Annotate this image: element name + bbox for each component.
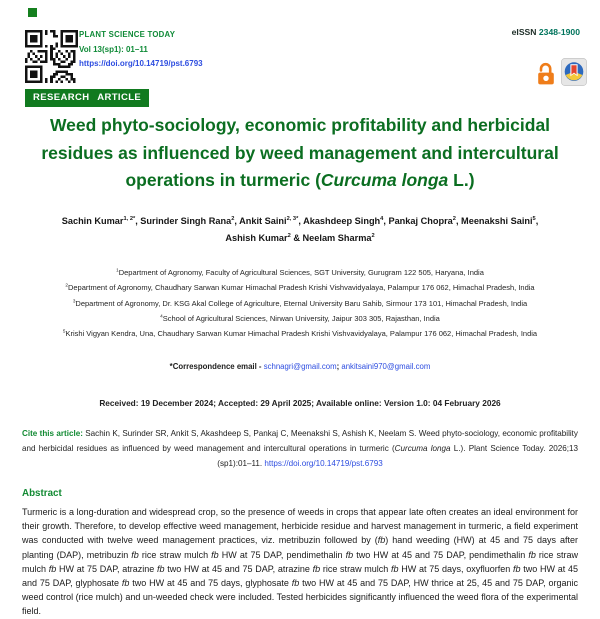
affiliation-line: $^2$Department of Agronomy, Chaudhary Sarwan Kumar Himachal Pradesh Krishi Vishvavidyalaya, Palampur 176 062, Himachal Pradesh, India (65, 282, 535, 293)
affiliation-line: $^3$Department of Agronomy, Dr. KSG Akal College of Agriculture, Eternal University Baru Sahib, Sirmour 173 101, Himachal Pradesh, India (72, 298, 528, 308)
correspondence-separator: ; (336, 362, 342, 371)
title-species-italic: Curcuma longa (320, 170, 449, 190)
eissn (512, 27, 580, 37)
affiliation-line: $^1$Department of Agronomy, Faculty of Agricultural Sciences, SGT University, Gurugram 122 505, Haryana, India (116, 267, 484, 277)
affiliation-line: $^4$School of Agricultural Sciences, Nirwan University, Jaipur 303 305, Rajasthan, India (160, 313, 440, 323)
open-access-lock-icon (536, 60, 556, 87)
cite-doi-link[interactable]: https://doi.org/10.14719/pst.6793 (264, 459, 383, 468)
cite-text: Sachin K, Surinder SR, Ankit S, Akashdeep S, Pankaj C, Meenakshi S, Ashish K, Neelam S. Weed phyto-sociology, economic profitability and herbicidal residues as influenced by weed management and intercultural operations in turmeric ( (22, 429, 578, 453)
journal-name: PLANT SCIENCE TODAY (79, 30, 176, 39)
cite-text-suffix: L.). Plant Science Today. 2026;13 (sp1):01–11. (217, 444, 578, 468)
header-doi-link[interactable]: https://doi.org/10.14719/pst.6793 (79, 59, 203, 68)
abstract-text: Turmeric is a long-duration and widespread crop, so the presence of weeds in crops that appear late often creates an ideal environment for their growth. Therefore, to develop effective weed management, herbicide residue and harvest management in turmeric, a field experiment was conducted with twelve weed management practices, viz. metribuzin followed by (fb) hand weeding (HW) at 45 and 75 days after planting (DAP), metribuzin fb rice straw mulch fb HW at 75 DAP, pendimethalin fb two HW at 45 and 75 DAP, pendimethalin fb rice straw mulch fb HW at 75 DAP, atrazine fb two HW at 45 and 75 DAP, atrazine fb rice straw mulch fb HW at 75 days, oxyfluorfen fb two HW at 45 and 75 DAP, glyphosate fb two HW at 45 and 75 days, glyphosate fb two HW at 45 and 75 DAP, HW thrice at 25, 45 and 75 DAP, organic weed control (rice mulch) and un-weeded check were included. Tested herbicides significantly influenced the weed flora of the experimental field. (22, 507, 579, 617)
crossmark-bookmark-icon[interactable] (561, 58, 587, 86)
affiliation-list (10, 265, 590, 341)
affiliation-line: $^5$Krishi Vigyan Kendra, Una, Chaudhary Sarwan Kumar Himachal Pradesh Krishi Vishvavidyalaya, Palampur 176 062, Himachal Pradesh, India (62, 328, 538, 339)
title-suffix: L.) (448, 170, 475, 190)
research-article-badge: RESEARCH ARTICLE (25, 89, 149, 107)
journal-meta (79, 28, 203, 72)
title-text: Weed phyto-sociology, economic profitability and herbicidal residues as influenced by weed management and intercultural operations in turmeric ( (41, 115, 559, 190)
publisher-square-mark (28, 8, 37, 17)
volume-info: Vol 13(sp1): 01–11 (79, 44, 148, 54)
eissn-label: eISSN (511, 27, 537, 37)
eissn-value: 2348-1900 (538, 27, 580, 37)
correspondence-line (22, 362, 578, 371)
citation-block (22, 426, 578, 471)
correspondence-email-2[interactable]: ankitsaini970@gmail.com (341, 362, 431, 371)
qr-code (25, 30, 78, 83)
cite-label: Cite this article: (22, 429, 83, 438)
article-dates: Received: 19 December 2024; Accepted: 29 April 2025; Available online: Version 1.0: 04 February 2026 (99, 398, 501, 408)
correspondence-email-1[interactable]: schnagri@gmail.com (263, 362, 337, 371)
correspondence-prefix: *Correspondence email - (169, 362, 264, 371)
qr-code-svg (25, 30, 78, 83)
abstract-heading: Abstract (22, 488, 62, 499)
author-list: Sachin Kumar$^{1, 2*}$, Surinder Singh Rana$^2$, Ankit Saini$^{2, 3*}$, Akashdeep Singh$^4$, Pankaj Chopra$^2$, Meenakshi Saini$^5$, Ashish Kumar$^2$ & Neelam Sharma$^2$ (61, 215, 539, 243)
article-title (20, 112, 580, 195)
cite-species-italic: Curcuma longa (394, 444, 451, 453)
